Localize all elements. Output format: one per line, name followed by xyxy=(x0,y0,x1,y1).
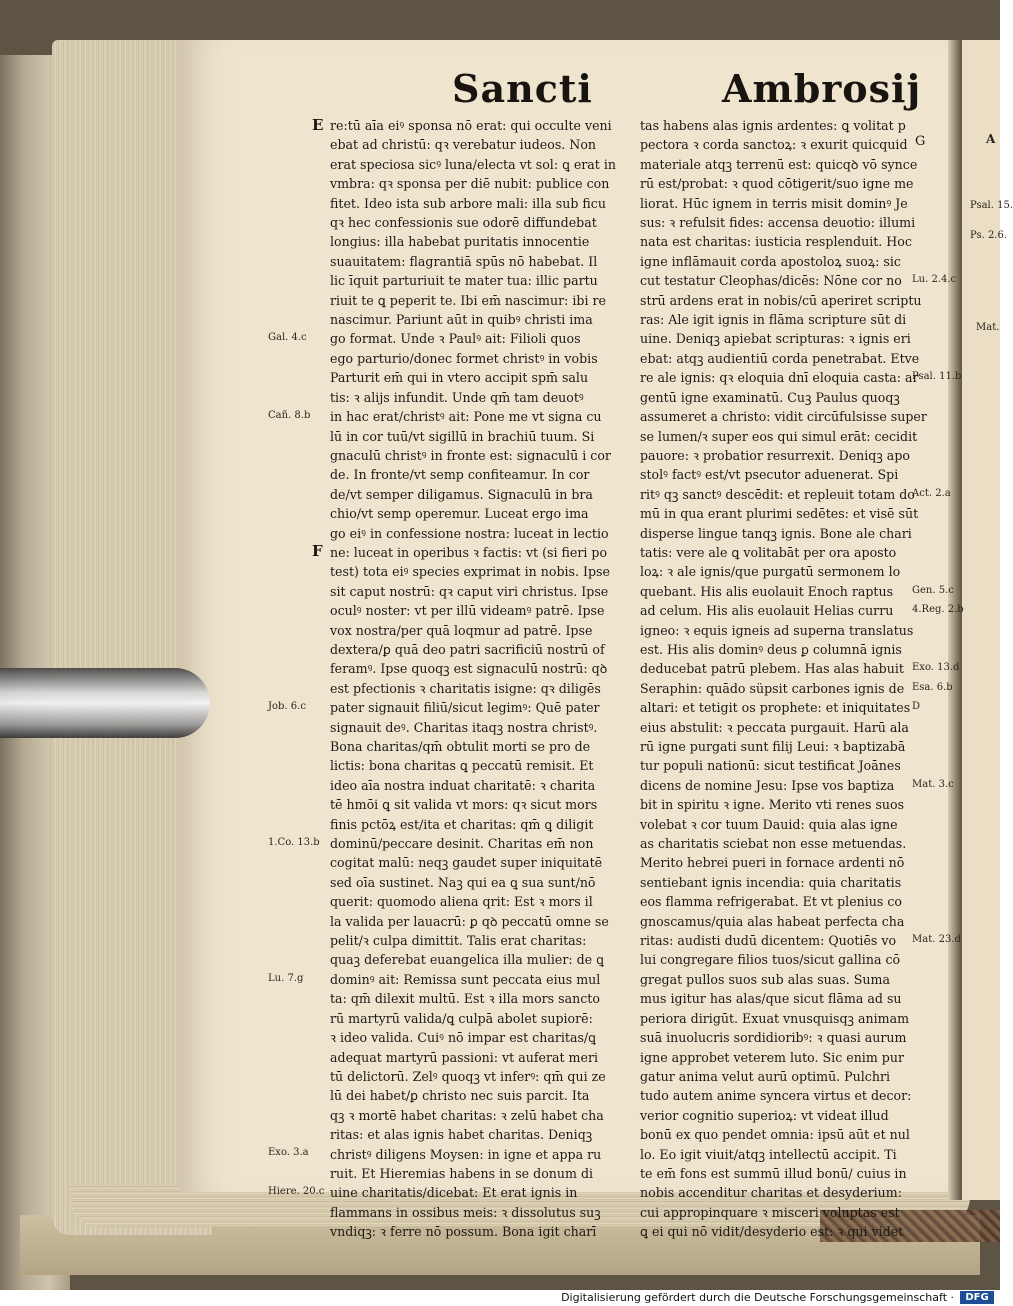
text-line: eius abstulit: ꝛ peccata purgauit. Harū ala xyxy=(640,719,909,735)
text-line: ritas: et alas ignis habet charitas. Deniqꝫ xyxy=(330,1127,593,1143)
text-line: de/vt semper diligamus. Signaculū in bra xyxy=(330,486,593,502)
text-line: est. His alis dominꝰ deus ꝑ columnā ignis xyxy=(640,641,902,657)
text-line: te em̄ fons est summū illud bonū/ cuius in xyxy=(640,1165,907,1181)
text-column-left xyxy=(330,116,628,1242)
running-header-left: Sancti xyxy=(452,66,593,111)
text-line: re ale ignis: qꝛ eloquia dnī eloquia casta: ar xyxy=(640,370,919,386)
text-line: bonū ex quo pendet omnia: ipsū aūt et nul xyxy=(640,1127,910,1143)
text-line: strū ardens erat in nobis/cū aperiret scriptu xyxy=(640,292,922,308)
text-line: test) tota eiꝰ species exprimat in nobis. Ipse xyxy=(330,564,610,580)
facing-page-note: Mat. xyxy=(976,322,1000,333)
text-line: ne: luceat in operibus ꝛ factis: vt (si fieri po xyxy=(330,544,608,560)
text-line: tur populi nationū: sicut testificat Joānes xyxy=(640,758,901,774)
text-line: finis pctōꝝ est/ita et charitas: qm̄ ꝗ diligit xyxy=(330,816,594,832)
margin-note: 4.Reg. 2.b xyxy=(912,604,964,615)
text-line: erat speciosa sicꝰ luna/electa vt sol: ꝗ erat in xyxy=(330,156,617,172)
text-line: longius: illa habebat puritatis innocentie xyxy=(330,234,590,250)
margin-note: Esa. 6.b xyxy=(912,681,953,693)
text-line: ꝗ ei qui nō vidit/desyderio est: ꝛ qui videt xyxy=(640,1224,904,1240)
text-line: pauore: ꝛ probatior resurrexit. Deniqꝫ apo xyxy=(640,447,910,463)
running-header-right: Ambrosij xyxy=(722,66,922,111)
text-line: igne inflāmauit corda apostoloꝝ suoꝝ: sic xyxy=(640,253,901,269)
text-line: in hac erat/christꝰ ait: Pone me vt signa cu xyxy=(330,409,602,425)
text-line: christꝰ diligens Moysen: in igne et appa ru xyxy=(330,1146,602,1162)
margin-note: Lu. 2.4.c xyxy=(912,274,957,286)
text-line: go eiꝰ in confessione nostra: luceat in lectio xyxy=(330,525,609,541)
text-line: fitet. Ideo ista sub arbore mali: illa sub ficu xyxy=(330,195,606,211)
text-line: suā inuolucris sordidioribꝰ: ꝛ quasi aurum xyxy=(640,1030,907,1046)
text-line: gnaculū christꝰ in fronte est: signaculū i cor xyxy=(330,447,611,463)
text-line: tudo autem anime syncera virtus et decor: xyxy=(640,1088,912,1104)
text-line: dominꝰ ait: Remissa sunt peccata eius mul xyxy=(330,971,601,987)
section-initial: E xyxy=(312,116,324,134)
text-line: cogitat malū: neqꝫ gaudet super iniquitatē xyxy=(330,855,603,871)
signature-mark: G xyxy=(915,134,926,149)
text-line: qꝫ ꝛ mortē habet charitas: ꝛ zelū habet cha xyxy=(330,1107,604,1123)
text-line: lic īquit parturiuit te mater tua: illic partu xyxy=(330,273,598,289)
text-line: disperse lingue tanqꝫ ignis. Bone ale chari xyxy=(640,525,912,541)
text-line: gregat pullos suos sub alas suas. Suma xyxy=(640,971,890,987)
text-line: stolꝰ factꝰ est/vt psecutor aduenerat. Spi xyxy=(640,467,899,483)
text-line: tis: ꝛ alijs infundit. Unde qm̄ tam deuotꝰ xyxy=(330,389,584,405)
margin-note: Exo. 3.a xyxy=(268,1147,309,1159)
text-line: mū in qua erant plurimi sedētes: et visē sūt xyxy=(640,506,919,522)
text-line: adequat martyrū passioni: vt auferat meri xyxy=(330,1049,598,1065)
text-line: querit: quomodo aliena qrit: Est ꝛ mors il xyxy=(330,894,593,910)
text-line: go format. Unde ꝛ Paulꝰ ait: Filioli quos xyxy=(330,331,581,347)
text-line: lū in cor tuū/vt sigillū in brachiū tuum. Si xyxy=(330,428,595,444)
text-line: uine. Deniqꝫ apiebat scripturas: ꝛ ignis eri xyxy=(640,331,911,347)
text-line: volebat ꝛ cor tuum Dauid: quia alas igne xyxy=(640,816,898,832)
text-line: ritꝰ qꝫ sanctꝰ descēdit: et repleuit totam do xyxy=(640,486,915,502)
text-line: vmbra: qꝛ sponsa per diē nubit: publice con xyxy=(330,176,610,192)
margin-note: 1.Co. 13.b xyxy=(268,836,320,848)
text-line: dextera/ꝑ quā deo patri sacrificiū nostrū of xyxy=(330,641,605,657)
text-line: qꝛ hec confessionis sue odorē diffundebat xyxy=(330,215,597,231)
digitization-credit: Digitalisierung gefördert durch die Deutsche Forschungsgemeinschaft · xyxy=(561,1291,954,1304)
margin-note: Cañ. 8.b xyxy=(268,410,311,421)
text-line: ras: Ale igit ignis in flāma scripture sūt di xyxy=(640,312,907,328)
margin-note: Psal. 11.b xyxy=(912,371,962,383)
text-line: vndiqꝫ: ꝛ ferre nō possum. Bona igit charī xyxy=(330,1224,597,1240)
text-line: ruit. Et Hieremias habens in se donum di xyxy=(330,1165,594,1181)
text-line: oculꝰ noster: vt per illū videamꝰ patrē. Ipse xyxy=(330,603,605,619)
text-line: uine charitatis/dicebat: Et erat ignis in xyxy=(330,1185,578,1201)
section-initial: F xyxy=(312,542,323,560)
text-line: vox nostra/per quā loqmur ad patrē. Ipse xyxy=(330,622,593,638)
text-line: mus igitur has alas/que sicut flāma ad su xyxy=(640,991,902,1007)
text-line: la valida per lauacrū: ꝑ qꝺ peccatū omne se xyxy=(330,913,609,929)
text-line: ꝛ ideo valida. Cuiꝰ nō impar est charitas/ꝗ xyxy=(330,1030,596,1046)
margin-note: Act. 2.a xyxy=(912,487,951,499)
margin-note: Mat. 23.d xyxy=(912,933,961,945)
margin-note: Job. 6.c xyxy=(268,701,306,712)
text-line: nobis accenditur charitas et desyderium: xyxy=(640,1185,902,1201)
text-line: ritas: audisti dudū dicentem: Quotiēs vo xyxy=(640,933,897,949)
text-line: periora dirigūt. Exuat vnusquisqꝫ animam xyxy=(640,1010,910,1026)
margin-note: Gal. 4.c xyxy=(268,332,307,344)
text-line: cui appropinquare ꝛ misceri voluptas est xyxy=(640,1204,900,1220)
margin-note: D xyxy=(912,701,921,712)
text-line: re:tū aīa eiꝰ sponsa nō erat: qui occulte veni xyxy=(330,118,612,133)
text-line: deducebat patrū plebem. Has alas habuit xyxy=(640,661,904,677)
text-line: lū dei habet/ꝑ christo nec suis parcit. Ita xyxy=(330,1088,590,1104)
text-line: igneo: ꝛ equis igneis ad superna translatus xyxy=(640,622,914,638)
text-line: dominū/peccare desinit. Charitas em̄ non xyxy=(330,836,594,852)
facing-page-note: Ps. 2.6. xyxy=(970,230,1008,241)
dfg-logo: DFG xyxy=(960,1291,994,1304)
text-line: sus: ꝛ refulsit fides: accensa deuotio: illumi xyxy=(640,215,916,231)
text-line: lo. Eo igit viuit/atqꝫ intellectū accipit. Ti xyxy=(640,1146,897,1162)
facing-page-note: Psal. 15. xyxy=(970,200,1013,211)
text-line: lui congregare filios tuos/sicut gallina cō xyxy=(640,952,901,968)
text-line: sed oīa sustinet. Naꝫ qui ea ꝗ sua sunt/nō xyxy=(330,874,596,890)
facing-page-letter: A xyxy=(986,132,996,146)
text-line: pater signauit filiū/sicut legimꝰ: Quē pater xyxy=(330,700,600,716)
text-line: signauit deꝰ. Charitas itaqꝫ nostra christꝰ. xyxy=(330,719,598,735)
text-line: ebat ad christū: qꝛ verebatur iudeos. Non xyxy=(330,137,597,153)
text-line: verior cognitio superioꝝ: vt videat illud xyxy=(640,1107,889,1123)
text-line: Seraphin: quādo süpsit carbones ignis de xyxy=(640,680,905,696)
text-line: pectora ꝛ corda sanctoꝝ: ꝛ exurit quicquid xyxy=(640,137,908,153)
text-line: assumeret a christo: vidit circūfulsisse super xyxy=(640,409,927,425)
text-line: eos flamma refrigerabat. Et vt plenius co xyxy=(640,894,902,910)
text-line: Bona charitas/qm̄ obtulit morti se pro de xyxy=(330,739,591,754)
facing-page-edge xyxy=(962,40,1013,1200)
text-line: suauitatem: flagrantiā spūs nō habebat. Il xyxy=(330,253,598,269)
text-line: nascimur. Pariunt aūt in quibꝰ christi ima xyxy=(330,312,593,328)
text-line: lictis: bona charitas ꝗ peccatū remisit. Et xyxy=(330,758,594,774)
text-line: rū est/probat: ꝛ quod cōtigerit/suo igne me xyxy=(640,176,914,192)
text-line: gatur anima velut aurū optimū. Pulchri xyxy=(640,1068,891,1084)
text-line: est pfectionis ꝛ charitatis isigne: qꝛ diligēs xyxy=(330,680,601,696)
text-line: altari: et tetigit os prophete: et iniquitates xyxy=(640,700,911,716)
margin-note: Hiere. 20.c xyxy=(268,1186,325,1197)
text-line: liorat. Hūc ignem in terris misit dominꝰ Je xyxy=(640,195,908,211)
text-line: igne approbet veterem luto. Sic enim pur xyxy=(640,1049,904,1065)
text-line: ta: qm̄ dilexit multū. Est ꝛ illa mors sancto xyxy=(330,991,600,1007)
text-line: pelit/ꝛ culpa dimittit. Talis erat charitas: xyxy=(330,933,587,949)
text-line: ebat: atqꝫ audientiū corda penetrabat. Etve xyxy=(640,350,920,366)
margin-note: Mat. 3.c xyxy=(912,778,954,790)
text-line: sentiebant ignis incendia: quia charitatis xyxy=(640,874,902,890)
text-line: tatis: vere ale ꝗ volitabāt per ora aposto xyxy=(640,544,897,560)
text-line: rū igne purgati sunt filij Leui: ꝛ baptizabā xyxy=(640,739,906,754)
text-line: quebant. His alis euolauit Enoch raptus xyxy=(640,583,894,599)
text-line: materiale atqꝫ terrenū est: quicqꝺ vō synce xyxy=(640,156,918,172)
text-line: loꝝ: ꝛ ale ignis/que purgatū sermonem lo xyxy=(640,564,901,580)
margin-note: Lu. 7.g xyxy=(268,972,304,984)
text-line: nata est charitas: iusticia resplenduit. Hoc xyxy=(640,234,912,250)
margin-note: Gen. 5.c xyxy=(912,584,954,596)
text-line: chio/vt semp operemur. Luceat ergo ima xyxy=(330,506,589,522)
text-line: rū martyrū valida/ꝗ culpā abolet supiorē: xyxy=(330,1010,593,1026)
text-line: Merito hebrei pueri in fornace ardenti nō xyxy=(640,855,905,871)
text-column-right xyxy=(640,116,927,1242)
text-line: quaꝫ deferebat euangelica illa mulier: de ꝗ xyxy=(330,952,604,968)
text-line: feramꝰ. Ipse quoqꝫ est signaculū nostrū: qꝺ xyxy=(330,661,608,677)
text-line: ego parturio/donec formet christꝰ in vobis xyxy=(330,350,598,366)
text-line: tas habens alas ignis ardentes: ꝗ volitat p xyxy=(640,118,906,133)
text-line: se lumen/ꝛ super eos qui simul erāt: cecidit xyxy=(640,428,918,444)
text-line: sit caput nostrū: qꝛ caput viri christus. Ipse xyxy=(330,583,609,599)
text-line: de. In fronte/vt semp confiteamur. In cor xyxy=(330,467,590,483)
text-line: dicens de nomine Jesu: Ipse vos baptiza xyxy=(640,777,895,793)
text-line: ad celum. His alis euolauit Helias curru xyxy=(640,603,894,619)
text-line: tē hmōi ꝗ sit valida vt mors: qꝛ sicut mors xyxy=(330,797,598,813)
text-line: riuit te ꝗ peperit te. Ibi em̄ nascimur: ibi re xyxy=(330,292,606,308)
text-line: as charitatis sciebat non esse metuendas. xyxy=(640,836,907,852)
text-line: Parturit em̄ qui in vtero accipit spm̄ salu xyxy=(330,370,589,386)
text-line: flammans in ossibus meis: ꝛ dissolutus suꝫ xyxy=(330,1204,601,1220)
text-line: cut testatur Cleophas/dicēs: Nōne cor no xyxy=(640,273,902,289)
page-holder-pointer xyxy=(0,668,210,738)
text-line: tū delictorū. Zelꝰ quoqꝫ vt inferꝰ: qm̄ qui ze xyxy=(330,1068,606,1084)
margin-note: Exo. 13.d xyxy=(912,662,960,674)
text-line: ideo aīa nostra induat charitatē: ꝛ charita xyxy=(330,777,596,793)
text-line: gentū igne examinatū. Cuꝫ Paulus quoqꝫ xyxy=(640,389,900,405)
text-line: gnoscamus/quia alas habeat perfecta cha xyxy=(640,913,905,929)
text-line: bit in spiritu ꝛ igne. Merito vti renes suos xyxy=(640,797,905,813)
